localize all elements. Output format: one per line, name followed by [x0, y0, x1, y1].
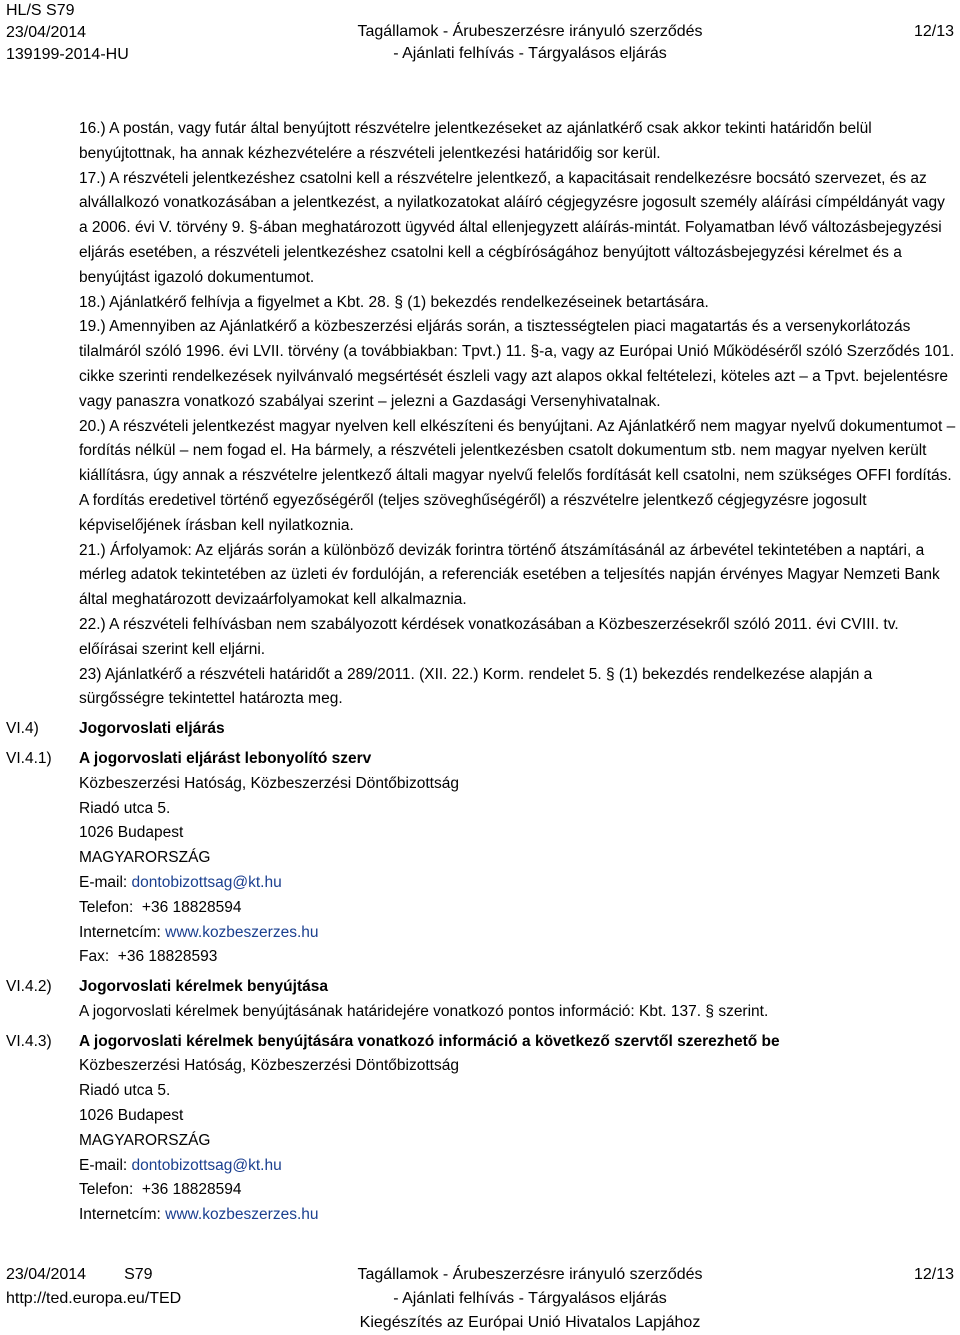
info-body-phone-row [79, 1178, 957, 1203]
header-date: 23/04/2014 [6, 24, 87, 41]
web-link[interactable]: www.kozbeszerzes.hu [165, 923, 319, 941]
page-header [0, 0, 960, 70]
info-body-city: 1026 Budapest [79, 1107, 184, 1125]
phone-label: Telefon: [79, 898, 134, 916]
review-body-street: Riadó utca 5. [79, 799, 171, 817]
email-link[interactable]: dontobizottsag@kt.hu [131, 1156, 282, 1174]
paragraph-17: 17.) A részvételi jelentkezéshez csatolni kell a részvételre jelentkező, a kapacitásait rendelkezésre bocsátó szervezet, és az alvállalkozó vonatkozásában a jelentkezést, a nyilatkozatokat aláíró cégjegyzésre jogosult személy aláírási címpéldányát vagy a 2006. évi V. törvény 9. §-ában meghatározott ügyvéd által ellenjegyzett aláírás-mintát. Folyamatban lévő változásbejegyzési eljárás esetében, a részvételi jelentkezéshez csatolni kell a cégbíróságához benyújtott változásbejegyzési kérelmet és a benyújtást igazoló dokumentumot. [79, 169, 945, 286]
review-body-email-row [79, 871, 957, 896]
review-body-country: MAGYARORSZÁG [79, 849, 211, 867]
footer-page-number: 12/13 [913, 1266, 954, 1283]
web-label: Internetcím: [79, 1206, 161, 1224]
paragraph-16: 16.) A postán, vagy futár által benyújtott részvételre jelentkezéseket az ajánlatkérő csak akkor tekinti határidőn belül benyújtottnak, ha annak kézhezvételére a részvételi jelentkezési határidőig sor kerül. [79, 120, 872, 162]
info-body-name: Közbeszerzési Hatóság, Közbeszerzési Döntőbizottság [79, 1057, 459, 1075]
phone-value: +36 18828594 [141, 1181, 242, 1199]
section-title-vi4-3: A jogorvoslati kérelmek benyújtására vonatkozó információ a következő szervtől szerezhető be [79, 1032, 780, 1050]
footer-left [6, 1263, 181, 1311]
fax-value: +36 18828593 [117, 948, 218, 966]
email-link[interactable]: dontobizottsag@kt.hu [131, 873, 282, 891]
header-page-number: 12/13 [913, 23, 954, 40]
paragraph-18: 18.) Ajánlatkérő felhívja a figyelmet a Kbt. 28. § (1) bekezdés rendelkezéseinek betartására. [79, 293, 709, 311]
page-footer [0, 1263, 960, 1334]
header-center [300, 21, 760, 65]
email-label: E-mail: [79, 873, 128, 891]
footer-series: S79 [124, 1266, 153, 1283]
footer-center [300, 1263, 760, 1335]
header-left [6, 0, 129, 66]
section-label-vi4: VI.4) [6, 720, 39, 738]
info-body-web-row [79, 1203, 957, 1228]
paragraph-21: 21.) Árfolyamok: Az eljárás során a különböző devizák forintra történő átszámításánál az árbevétel tekintetében a naptári, a mérleg adatok tekintetében az üzleti év fordulóján, a referenciák esetében a teljesítés napján érvényes Magyar Nemzeti Bank által meghatározott devizaárfolyamokat kell alkalmaznia. [79, 541, 940, 609]
web-label: Internetcím: [79, 923, 161, 941]
info-body-country: MAGYARORSZÁG [79, 1131, 211, 1149]
section-title-vi4-1: A jogorvoslati eljárást lebonyolító szerv [79, 749, 372, 767]
section-title-vi4-2: Jogorvoslati kérelmek benyújtása [79, 978, 328, 996]
footer-doc-type-2: - Ajánlati felhívás - Tárgyalásos eljárás [393, 1290, 667, 1307]
section-vi4-1 [6, 747, 957, 970]
paragraph-23: 23) Ajánlatkérő a részvételi határidőt a 289/2011. (XII. 22.) Korm. rendelet 5. § (1) bekezdés rendelkezése alapján a sürgősségre tekintettel határozta meg. [79, 665, 873, 708]
review-body-name: Közbeszerzési Hatóság, Közbeszerzési Döntőbizottság [79, 774, 459, 792]
info-body-street: Riadó utca 5. [79, 1082, 171, 1100]
web-link[interactable]: www.kozbeszerzes.hu [165, 1206, 319, 1224]
paragraph-22: 22.) A részvételi felhívásban nem szabályozott kérdések vonatkozásában a Közbeszerzésekről szóló 2011. évi CVIII. tv. előírásai szerint kell eljárni. [79, 615, 899, 658]
review-body-fax-row [79, 945, 957, 970]
phone-label: Telefon: [79, 1181, 134, 1199]
appeal-deadline-text: A jogorvoslati kérelmek benyújtásának határidejére vonatkozó pontos információ: Kbt. 137. § szerint. [79, 1002, 769, 1020]
section-label-vi4-2: VI.4.2) [6, 978, 52, 996]
section-label-vi4-1: VI.4.1) [6, 749, 52, 767]
fax-label: Fax: [79, 948, 110, 966]
email-label: E-mail: [79, 1156, 128, 1174]
main-content [6, 117, 957, 1228]
header-notice-id: 139199-2014-HU [6, 46, 129, 63]
section-label-vi4-3: VI.4.3) [6, 1032, 52, 1050]
paragraph-20: 20.) A részvételi jelentkezést magyar nyelven kell elkészíteni és benyújtani. Az Ajánlatkérő nem magyar nyelvű dokumentumot – fordítás nélkül – nem fogad el. Ha bármely, a részvételi jelentkezésben csatolt dokumentum stb. nem magyar nyelven került kiállításra, úgy annak a részvételre jelentkező általi magyar nyelvű felelős fordítását kell csatolni, nem szükséges OFFI fordítás. A fordítás eredetivel történő egyezőségéről (teljes szöveghűségéről) a részvételre jelentkező cégjegyzésre jogosult képviselőjének írásban kell nyilatkoznia. [79, 417, 956, 534]
section-vi4-2 [6, 975, 957, 1025]
review-body-phone-row [79, 896, 957, 921]
section-vi4-3 [6, 1030, 957, 1228]
review-body-web-row [79, 921, 957, 946]
section-title-vi4: Jogorvoslati eljárás [79, 720, 225, 738]
header-doc-type-2: - Ajánlati felhívás - Tárgyalásos eljárás [393, 45, 667, 62]
footer-url[interactable]: http://ted.europa.eu/TED [6, 1290, 182, 1307]
header-series: HL/S S79 [6, 2, 75, 19]
footer-date: 23/04/2014 [6, 1266, 87, 1283]
footer-doc-type-3: Kiegészítés az Európai Unió Hivatalos Lapjához [359, 1314, 701, 1331]
phone-value: +36 18828594 [141, 898, 242, 916]
header-doc-type-1: Tagállamok - Árubeszerzésre irányuló szerződés [357, 23, 703, 40]
footer-date-row [6, 1263, 181, 1287]
footer-doc-type-1: Tagállamok - Árubeszerzésre irányuló szerződés [357, 1266, 703, 1283]
review-body-city: 1026 Budapest [79, 824, 184, 842]
paragraph-19: 19.) Amennyiben az Ajánlatkérő a közbeszerzési eljárás során, a tisztességtelen piaci magatartás és a versenykorlátozás tilalmáról szóló 1996. évi LVII. törvény (a továbbiakban: Tpvt.) 11. §-a, vagy az Európai Unió Működéséről szóló Szerződés 101. cikke szerinti rendelkezések nyilvánvaló megsértését észleli vagy azt alapos okkal feltételezi, köteles azt – a Tpvt. bejelentésre vagy panaszra vonatkozó szabályai szerint – jelezni a Gazdasági Versenyhivatalnak. [79, 318, 955, 410]
info-body-email-row [79, 1154, 957, 1179]
section-vi4 [6, 717, 957, 742]
